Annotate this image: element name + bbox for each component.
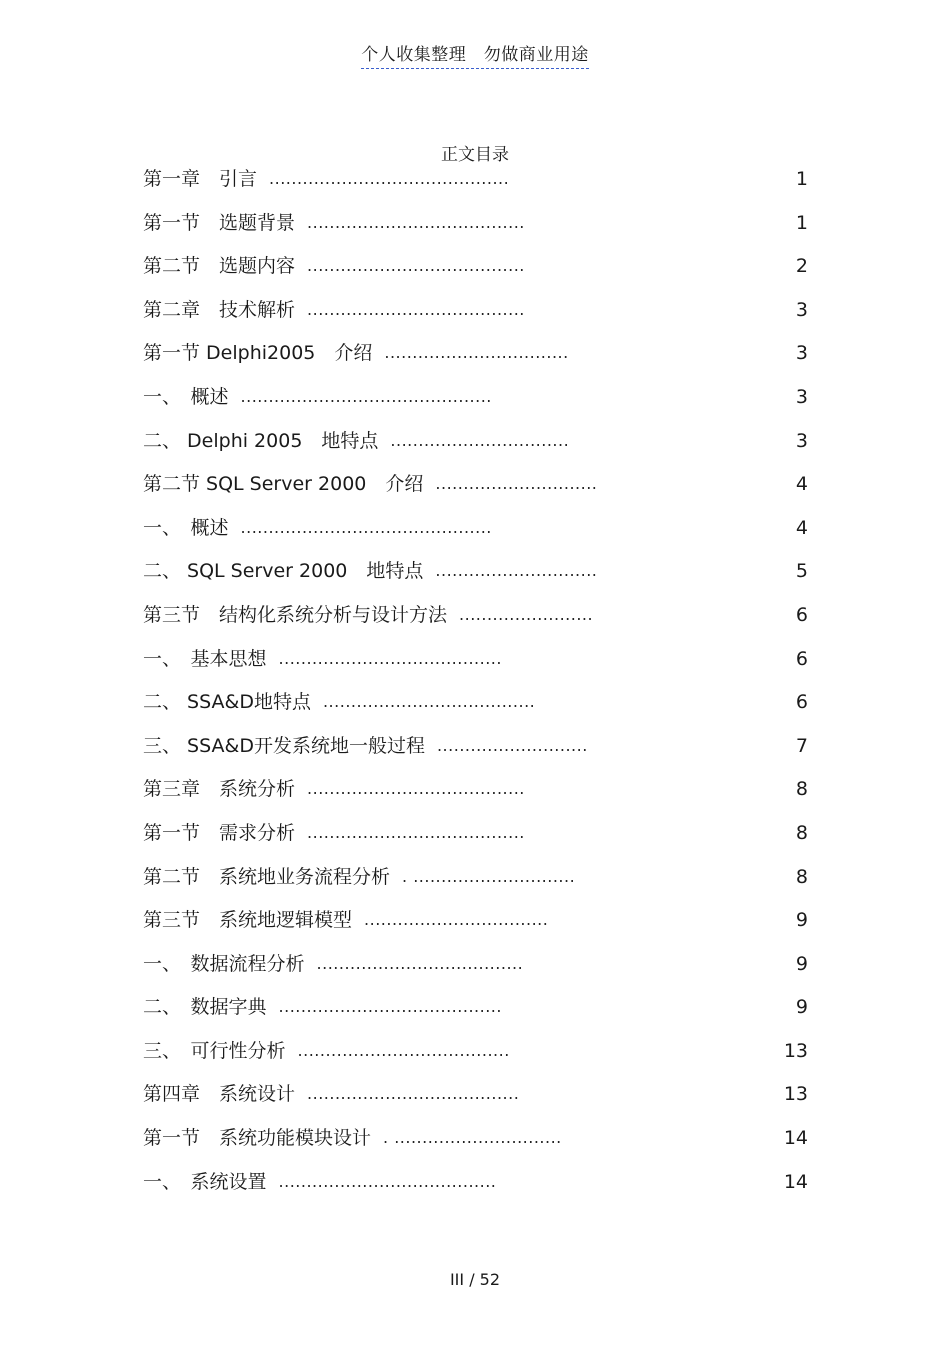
toc-entry-label: 第一节 选题背景 [143, 211, 296, 234]
toc-entry-label: 第三节 系统地逻辑模型 [143, 909, 353, 932]
toc-entry[interactable] [143, 770, 808, 814]
toc-entry-page-number: 9 [795, 909, 808, 932]
toc-entry[interactable] [143, 160, 808, 204]
toc-entry[interactable] [143, 901, 808, 945]
toc-entry-label: 二、 数据字典 [143, 996, 267, 1019]
toc-entry-label: 第二节 SQL Server 2000 介绍 [143, 473, 424, 496]
toc-entry[interactable] [143, 988, 808, 1032]
toc-entry-leader: ........................................ [278, 997, 502, 1017]
toc-entry-label: 一、 概述 [143, 516, 229, 539]
toc-entry-page-number: 1 [795, 168, 808, 190]
toc-entry-leader: ............................. [435, 474, 598, 494]
toc-entry[interactable] [143, 683, 808, 727]
toc-entry-label: 三、 SSA&D开发系统地一般过程 [143, 734, 425, 757]
toc-entry-leader: ................................ [390, 430, 570, 450]
toc-entry-page-number: 8 [795, 778, 808, 801]
toc-entry-page-number: 5 [795, 560, 808, 583]
toc-entry-leader: ................................. [384, 343, 569, 363]
toc-entry-page-number: 14 [783, 1170, 808, 1193]
toc-entry-leader: ............................. [435, 561, 598, 581]
toc-entry-leader: . ............................. [402, 866, 576, 886]
toc-entry-label: 一、 概述 [143, 385, 229, 408]
toc-entry-page-number: 8 [795, 865, 808, 888]
toc-entry-page-number: 1 [795, 211, 808, 234]
toc-entry-label: 第二章 技术解析 [143, 298, 296, 321]
toc-entry-page-number: 6 [795, 603, 808, 626]
toc-entry-label: 二、 SQL Server 2000 地特点 [143, 560, 424, 583]
toc-entry[interactable] [143, 378, 808, 422]
toc-entry-page-number: 3 [795, 298, 808, 321]
toc-entry-leader: ..................................... [316, 953, 524, 973]
toc-entry[interactable] [143, 552, 808, 596]
toc-entry[interactable] [143, 596, 808, 640]
toc-entry[interactable] [143, 1163, 808, 1207]
toc-entry[interactable] [143, 334, 808, 378]
toc-entry[interactable] [143, 1119, 808, 1163]
toc-entry-label: 三、 可行性分析 [143, 1039, 286, 1062]
toc-entry-leader: ....................................... [307, 779, 525, 799]
toc-entry-page-number: 7 [795, 734, 808, 757]
toc-entry-leader: ........................................... [269, 169, 510, 188]
toc-entry[interactable] [143, 814, 808, 858]
toc-entry-page-number: 2 [795, 255, 808, 278]
toc-entry-leader: ...................................... [322, 692, 536, 712]
toc-entry-page-number: 9 [795, 996, 808, 1019]
toc-entry[interactable] [143, 945, 808, 989]
toc-entry[interactable] [143, 291, 808, 335]
toc-entry-page-number: 8 [795, 821, 808, 844]
toc-entry[interactable] [143, 509, 808, 553]
toc-entry-page-number: 3 [795, 342, 808, 365]
toc-entry-leader: ............................................. [240, 386, 492, 406]
toc-entry[interactable] [143, 247, 808, 291]
toc-entry-leader: ............................................. [240, 517, 492, 537]
toc-entry[interactable] [143, 422, 808, 466]
toc-entry[interactable] [143, 1075, 808, 1119]
toc-entry[interactable] [143, 858, 808, 902]
toc-entry-label: 第三节 结构化系统分析与设计方法 [143, 603, 448, 626]
toc-entry-leader: ....................................... [307, 256, 525, 276]
toc-entry[interactable] [143, 640, 808, 684]
toc-entry-page-number: 14 [783, 1127, 808, 1150]
page-indicator: III / 52 [449, 1270, 501, 1289]
toc-entry-leader: ....................................... [278, 1171, 497, 1191]
toc-entry-leader: ....................................... [307, 299, 525, 319]
toc-entry-leader: ........................... [436, 735, 588, 755]
toc-entry-label: 二、 SSA&D地特点 [143, 691, 311, 714]
toc-entry-page-number: 3 [795, 385, 808, 408]
toc-entry-page-number: 4 [795, 516, 808, 539]
page-header [0, 40, 950, 69]
toc-entry-leader: ....................................... [307, 822, 525, 842]
toc-entry-page-number: 3 [795, 429, 808, 452]
toc-entry-page-number: 13 [783, 1083, 808, 1106]
toc-entry-page-number: 13 [783, 1039, 808, 1062]
toc-entry-label: 第三章 系统分析 [143, 778, 296, 801]
toc-entry-label: 第二节 选题内容 [143, 255, 296, 278]
toc-entry-leader: ................................. [364, 910, 549, 930]
toc-entry-label: 第四章 系统设计 [143, 1083, 296, 1106]
toc-entry[interactable] [143, 204, 808, 248]
toc-entry-label: 第一节 系统功能模块设计 [143, 1127, 372, 1150]
toc-entry-label: 第一节 Delphi2005 介绍 [143, 342, 373, 365]
toc-entry-leader: ...................................... [297, 1040, 510, 1060]
toc-entry[interactable] [143, 727, 808, 771]
toc-entry-page-number: 4 [795, 473, 808, 496]
toc-entry[interactable] [143, 465, 808, 509]
toc-entry-label: 一、 系统设置 [143, 1170, 267, 1193]
header-text: 个人收集整理 勿做商业用途 [361, 40, 589, 69]
toc-entry-page-number: 6 [795, 647, 808, 670]
toc-entry-leader: ........................................ [278, 648, 502, 668]
toc-title: 正文目录 [441, 145, 509, 165]
toc-entry-leader: ....................................... [307, 212, 525, 232]
toc-entry-page-number: 9 [795, 952, 808, 975]
table-of-contents [143, 160, 808, 1206]
toc-entry-leader: ........................ [459, 604, 594, 624]
toc-entry-leader: ...................................... [307, 1084, 520, 1104]
toc-entry-label: 第一节 需求分析 [143, 821, 296, 844]
toc-entry-label: 一、 数据流程分析 [143, 952, 305, 975]
toc-entry-label: 第一章 引言 [143, 168, 258, 190]
toc-entry-leader: . .............................. [383, 1128, 562, 1148]
toc-entry-label: 二、 Delphi 2005 地特点 [143, 429, 379, 452]
toc-entry-label: 第二节 系统地业务流程分析 [143, 865, 391, 888]
toc-entry[interactable] [143, 1032, 808, 1076]
toc-entry-page-number: 6 [795, 691, 808, 714]
toc-entry-label: 一、 基本思想 [143, 647, 267, 670]
